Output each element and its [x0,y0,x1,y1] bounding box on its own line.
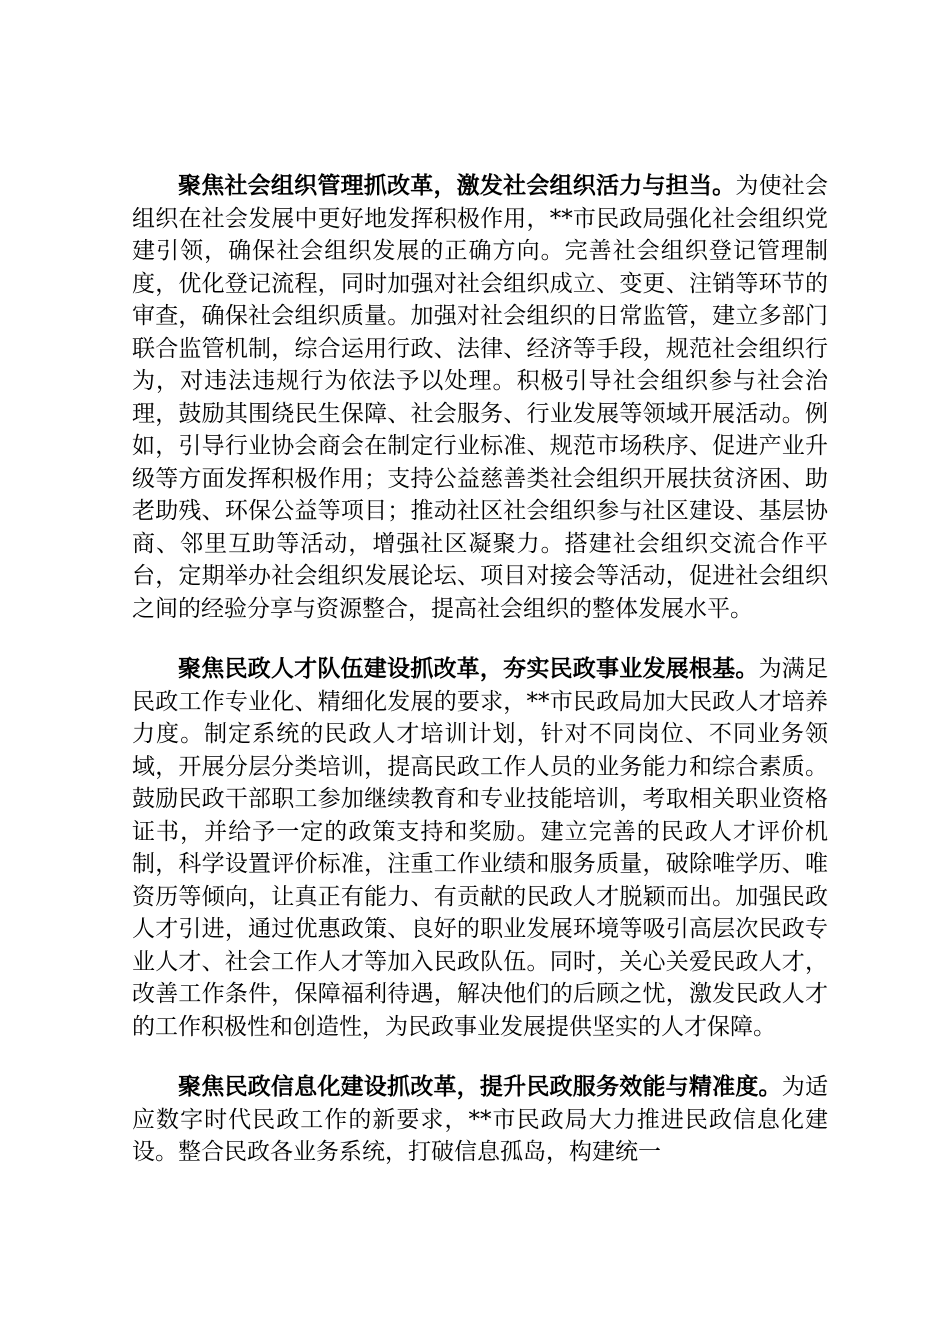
paragraph-heading: 聚焦民政人才队伍建设抓改革，夯实民政事业发展根基。 [178,656,759,682]
paragraph-heading: 聚焦社会组织管理抓改革，激发社会组织活力与担当。 [178,173,736,199]
paragraph-text: 为使社会组织在社会发展中更好地发挥积极作用，**市民政局强化社会组织党建引领，确保社会组织发展的正确方向。完善社会组织登记管理制度，优化登记流程，同时加强对社会组织成立、变更、注销等环节的审查，确保社会组织质量。加强对社会组织的日常监管，建立多部门联合监管机制，综合运用行政、法律、经济等手段，规范社会组织行为，对违法违规行为依法予以处理。积极引导社会组织参与社会治理，鼓励其围绕民生保障、社会服务、行业发展等领域开展活动。例如，引导行业协会商会在制定行业标准、规范市场秩序、促进产业升级等方面发挥积极作用；支持公益慈善类社会组织开展扶贫济困、助老助残、环保公益等项目；推动社区社会组织参与社区建设、基层协商、邻里互助等活动，增强社区凝聚力。搭建社会组织交流合作平台，定期举办社会组织发展论坛、项目对接会等活动，促进社会组织之间的经验分享与资源整合，提高社会组织的整体发展水平。 [132,173,829,622]
paragraph-text: 为满足民政工作专业化、精细化发展的要求，**市民政局加大民政人才培养力度。制定系统的民政人才培训计划，针对不同岗位、不同业务领域，开展分层分类培训，提高民政工作人员的业务能力和综合素质。鼓励民政干部职工参加继续教育和专业技能培训，考取相关职业资格证书，并给予一定的政策支持和奖励。建立完善的民政人才评价机制，科学设置评价标准，注重工作业绩和服务质量，破除唯学历、唯资历等倾向，让真正有能力、有贡献的民政人才脱颖而出。加强民政人才引进，通过优惠政策、良好的职业发展环境等吸引高层次民政专业人才、社会工作人才等加入民政队伍。同时，关心关爱民政人才，改善工作条件，保障福利待遇，解决他们的后顾之忧，激发民政人才的工作积极性和创造性，为民政事业发展提供坚实的人才保障。 [132,656,829,1040]
paragraph-heading: 聚焦民政信息化建设抓改革，提升民政服务效能与精准度。 [178,1074,782,1100]
paragraph-talent-team [132,653,828,1043]
paragraph-informatization [132,1071,828,1169]
document-body [132,170,828,1197]
paragraph-social-organizations [132,170,828,625]
paragraph-text: 为适应数字时代民政工作的新要求，**市民政局大力推进民政信息化建设。整合民政各业务系统，打破信息孤岛，构建统一 [132,1074,829,1165]
